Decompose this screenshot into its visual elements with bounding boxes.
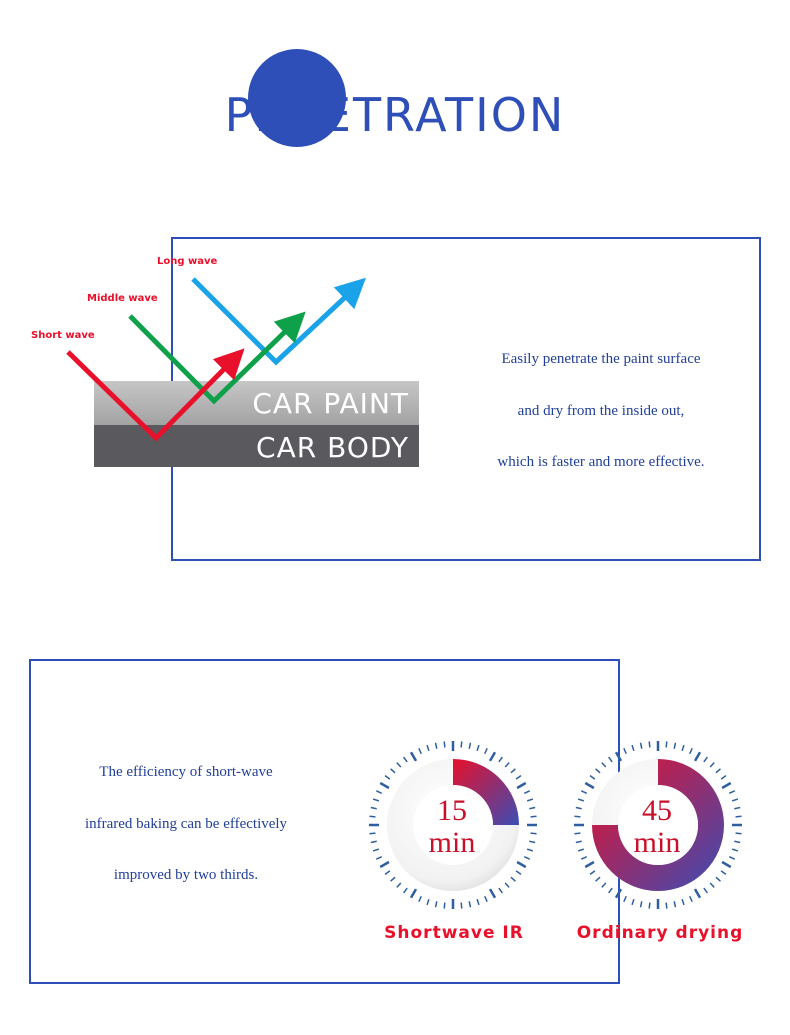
dial-2-label: Ordinary drying [576,923,744,943]
title-part-1: PENE [224,88,353,142]
dial-tick [716,769,720,773]
dial-tick [527,799,533,801]
dial-tick [376,791,381,793]
dial-2-number: 45 [642,794,672,827]
long-wave-arrow [193,279,355,362]
dial-tick [499,888,503,893]
dial-tick [674,901,675,907]
penetration-text-line-1: Easily penetrate the paint surface [501,351,701,367]
dial-tick [596,769,600,773]
dial-tick [444,741,445,747]
dial-tick [373,799,379,801]
dial-tick [461,741,462,747]
dial-tick [436,743,437,749]
dial-tick [517,862,526,867]
dial-tick [397,763,401,767]
dial-tick [641,901,642,907]
car-paint-label: CAR PAINT [252,387,409,420]
dial-tick [578,799,584,801]
dial-tick [517,783,526,788]
dial-tick [369,816,375,817]
dial-tick [734,841,740,842]
dial-tick [690,896,692,901]
dial-tick [732,799,738,801]
dial-tick [624,896,626,901]
dial-tick [524,857,529,859]
dial-tick [461,903,462,909]
dial-tick [632,899,634,905]
dial-tick [511,877,515,881]
dial-tick [371,841,377,842]
penetration-text-line-3: which is faster and more effective. [497,454,705,470]
dial-tick [576,841,582,842]
dial-tick [722,783,731,788]
dial-tick [574,816,580,817]
dial-tick [369,833,375,834]
efficiency-text-line-2: infrared baking can be effectively [84,816,288,832]
dial-tick [391,769,395,773]
dial-tick [529,841,535,842]
dial-tick [376,857,381,859]
dial-2-unit: min [633,826,681,859]
dial-tick [609,757,613,762]
dial-tick [602,763,606,767]
dial-tick [632,745,634,751]
dial-tick [531,816,537,817]
dial-tick [524,791,529,793]
dial-tick [490,889,495,898]
dial-tick [427,899,429,905]
dial-tick [641,743,642,749]
dial-tick [404,757,408,762]
dial-tick [736,833,742,834]
dial-tick [649,903,650,909]
dial-tick [721,871,726,875]
dial-tick [590,871,595,875]
dial-tick [695,889,700,898]
dial-tick [695,752,700,761]
short-wave-label: Short wave [31,330,95,341]
dial-tick [690,748,692,753]
dial-tick [477,745,479,751]
car-body-label: CAR BODY [256,431,409,464]
dial-tick [574,833,580,834]
middle-wave-label: Middle wave [87,293,158,304]
dial-tick [581,791,586,793]
dial-tick [419,748,421,753]
dial-tick [485,896,487,901]
dial-tick [716,877,720,881]
dial-tick [674,743,675,749]
dial-tick [444,903,445,909]
dial-tick [729,791,734,793]
dial-tick [624,748,626,753]
dial-tick [436,901,437,907]
dial-tick [666,741,667,747]
dial-tick [616,889,621,898]
dial-tick [397,883,401,887]
dial-tick [736,816,742,817]
dial-tick [373,849,379,851]
dial-tick [516,776,521,780]
efficiency-text-line-1: The efficiency of short-wave [99,764,273,780]
dial-tick [380,783,389,788]
efficiency-text-line-3: improved by two thirds. [113,867,259,883]
dial-1-unit: min [428,826,476,859]
dial-tick [710,883,714,887]
dial-tick [722,862,731,867]
dial-tick [469,743,470,749]
dial-tick [505,763,509,767]
dial-tick [721,776,726,780]
dial-tick [485,748,487,753]
title-part-2: TRATION [352,88,566,142]
dial-tick [371,808,377,809]
dial-tick [411,889,416,898]
dial-1-label: Shortwave IR [384,923,524,943]
dial-tick [729,857,734,859]
dial-tick [511,769,515,773]
dial-tick [609,888,613,893]
dial-tick [380,862,389,867]
dial-tick [704,757,708,762]
dial-tick [682,899,684,905]
dial-tick [602,883,606,887]
long-wave-label: Long wave [157,256,218,267]
dial-tick [649,741,650,747]
dial-tick [666,903,667,909]
dial-1-number: 15 [437,794,467,827]
dial-tick [490,752,495,761]
dial-tick [419,896,421,901]
dial-tick [505,883,509,887]
dial-tick [590,776,595,780]
dial-tick [581,857,586,859]
dial-tick [516,871,521,875]
dial-tick [527,849,533,851]
dial-tick [385,871,390,875]
dial-tick [391,877,395,881]
dial-tick [411,752,416,761]
dial-tick [682,745,684,751]
dial-tick [469,901,470,907]
dial-tick [529,808,535,809]
dial-tick [531,833,537,834]
dial-tick [710,763,714,767]
dial-tick [578,849,584,851]
dial-tick [585,862,594,867]
dial-tick [596,877,600,881]
dial-tick [385,776,390,780]
dial-tick [616,752,621,761]
dial-tick [576,808,582,809]
dial-tick [704,888,708,893]
dial-tick [734,808,740,809]
dial-tick [477,899,479,905]
penetration-text-line-2: and dry from the inside out, [517,403,685,419]
dial-tick [404,888,408,893]
dial-tick [732,849,738,851]
dial-tick [585,783,594,788]
dial-tick [499,757,503,762]
dial-tick [427,745,429,751]
